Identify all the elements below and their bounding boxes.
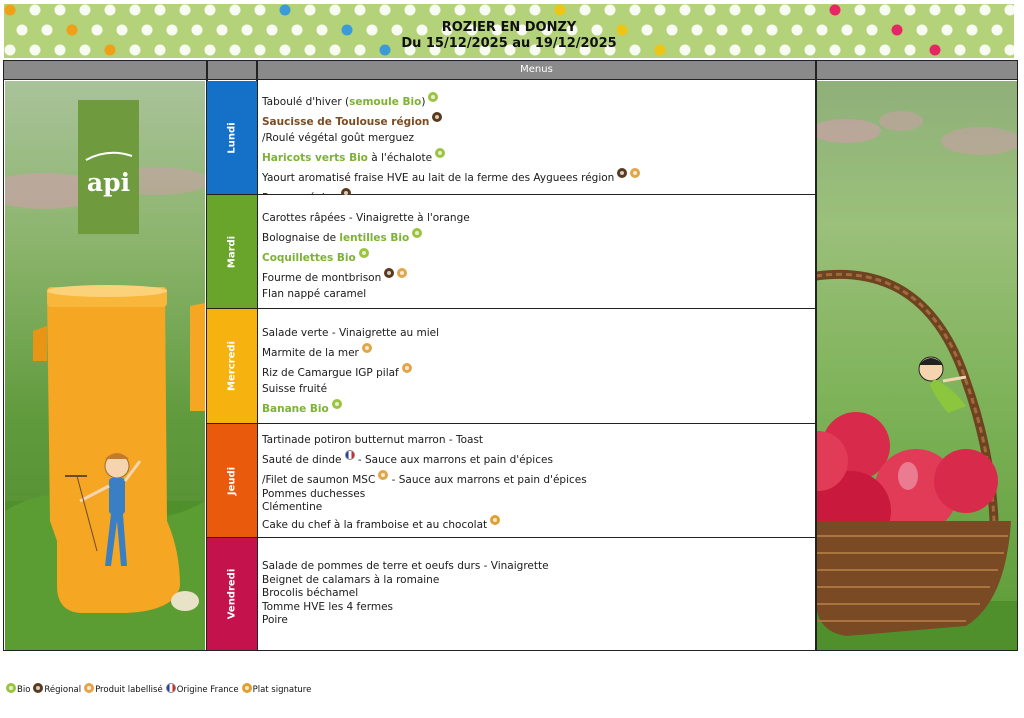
- menu-item: [262, 614, 549, 627]
- polka-dot: [530, 5, 541, 16]
- dish-text: Clémentine: [262, 501, 323, 513]
- polka-dot: [880, 5, 891, 16]
- polka-dot: [55, 5, 66, 16]
- dish-text: Poire: [262, 614, 288, 626]
- polka-dot: [205, 5, 216, 16]
- regional-dish-text: Saucisse de Toulouse région: [262, 116, 430, 128]
- label-icon: [402, 363, 412, 373]
- polka-dot: [230, 5, 241, 16]
- legend: [6, 683, 314, 695]
- polka-dot: [755, 5, 766, 16]
- menu-item: [262, 450, 587, 467]
- polka-dot: [630, 5, 641, 16]
- signature-icon: [242, 683, 252, 693]
- dish-sauce-text: - Sauce aux marrons et pain d'épices: [388, 474, 587, 486]
- legend-label: Régional: [44, 685, 82, 695]
- dish-text: Yaourt aromatisé fraise HVE au lait de la ferme des Ayguees région: [262, 172, 615, 184]
- menu-item: [262, 470, 587, 487]
- bio-dish-text: Banane Bio: [262, 403, 329, 415]
- dish-text: Beignet de calamars à la romaine: [262, 573, 440, 586]
- dish-text: Bolognaise de: [262, 232, 340, 244]
- legend-item: [33, 683, 81, 695]
- menu-item: [262, 228, 470, 245]
- menu-items: [262, 212, 470, 304]
- column-divider: [815, 60, 817, 651]
- legend-label: Plat signature: [252, 685, 312, 695]
- bio-icon: [6, 683, 16, 693]
- polka-dot: [455, 5, 466, 16]
- page-title: ROZIER EN DONZY: [441, 20, 577, 35]
- menu-item: [262, 434, 587, 447]
- legend-item: [242, 683, 312, 695]
- menu-item: [262, 501, 587, 514]
- dish-text: /Filet de saumon MSC: [262, 474, 376, 486]
- menu-items: [262, 327, 439, 419]
- menu-item: [262, 343, 439, 360]
- menu-cell-jeudi: [258, 424, 815, 538]
- polka-dot: [555, 5, 566, 16]
- label-icon: [630, 168, 640, 178]
- regional-icon: [432, 112, 442, 122]
- polka-dot: [905, 5, 916, 16]
- menu-cell-mercredi: [258, 309, 815, 424]
- legend-item: [84, 683, 163, 695]
- bio-dish-text: Coquillettes Bio: [262, 252, 356, 264]
- menu-item: [262, 212, 470, 225]
- day-cell-mardi: [207, 195, 257, 309]
- header-banner: [4, 4, 1014, 58]
- polka-dot: [580, 5, 591, 16]
- menu-items: [262, 560, 549, 628]
- menu-item: [262, 132, 640, 145]
- dish-text: Marmite de la mer: [262, 347, 359, 359]
- label-icon: [378, 470, 388, 480]
- legend-label: Produit labellisé: [95, 685, 163, 695]
- dish-text: Taboulé d'hiver (: [262, 96, 350, 108]
- menu-cell-vendredi: [258, 538, 815, 651]
- polka-dot: [255, 5, 266, 16]
- logo-text: api: [86, 168, 131, 197]
- polka-dot: [830, 5, 841, 16]
- dish-text: Flan nappé caramel: [262, 288, 367, 300]
- dish-text: Carottes râpées - Vinaigrette à l'orange: [262, 212, 470, 224]
- polka-dot: [980, 5, 991, 16]
- menu-cell-mardi: [258, 195, 815, 309]
- apple-basket-illustration: [816, 81, 1017, 650]
- polka-dot: [505, 5, 516, 16]
- dish-text: Suisse fruité: [262, 383, 328, 395]
- day-cell-jeudi: [207, 424, 257, 538]
- polka-dot: [280, 5, 291, 16]
- menu-item: [262, 92, 640, 109]
- menu-item: [262, 168, 640, 185]
- bio-dish-text: lentilles Bio: [339, 232, 410, 244]
- logo-swoosh: [78, 100, 139, 234]
- day-cell-vendredi: [207, 538, 257, 651]
- polka-dot: [605, 5, 616, 16]
- polka-dot: [305, 5, 316, 16]
- polka-dot: [30, 5, 41, 16]
- bio-icon: [428, 92, 438, 102]
- france-flag-icon: [166, 683, 176, 693]
- dish-text: Riz de Camargue IGP pilaf: [262, 367, 399, 379]
- day-label: Lundi: [226, 121, 238, 154]
- polka-dot: [130, 5, 141, 16]
- api-logo: [78, 100, 139, 234]
- menu-item: [262, 601, 549, 614]
- basket-scene: [816, 81, 1017, 650]
- menus-column-header: Menus: [520, 64, 553, 75]
- polka-dot: [955, 5, 966, 16]
- menu-item: [262, 515, 587, 532]
- menu-item: [262, 363, 439, 380]
- date-range: Du 15/12/2025 au 19/12/2025: [401, 36, 617, 51]
- polka-dot: [730, 5, 741, 16]
- menu-item: [262, 288, 470, 301]
- day-label: Vendredi: [226, 568, 238, 620]
- day-cell-mercredi: [207, 309, 257, 424]
- menu-item: [262, 488, 587, 501]
- dish-text: Salade de pommes de terre et oeufs durs - Vinaigrette: [262, 560, 549, 572]
- menu-item: [262, 112, 640, 129]
- day-label: Mercredi: [226, 341, 238, 391]
- menu-item: [262, 248, 470, 265]
- regional-icon: [384, 268, 394, 278]
- polka-dot: [930, 5, 941, 16]
- polka-dot: [805, 5, 816, 16]
- day-label: Mardi: [226, 235, 238, 268]
- dish-text: Tartinade potiron butternut marron - Toast: [262, 434, 484, 446]
- bio-icon: [359, 248, 369, 258]
- dish-text: Tomme HVE les 4 fermes: [262, 600, 394, 613]
- menu-item: [262, 560, 549, 573]
- legend-label: Bio: [17, 685, 31, 695]
- legend-item: [166, 683, 239, 695]
- menu-item: [262, 383, 439, 396]
- polka-dot: [780, 5, 791, 16]
- polka-dot: [5, 5, 16, 16]
- regional-icon: [33, 683, 43, 693]
- dish-text: Brocolis béchamel: [262, 587, 359, 599]
- label-icon: [397, 268, 407, 278]
- dish-text: Salade verte - Vinaigrette au miel: [262, 327, 440, 339]
- dish-text: Fourme de montbrison: [262, 272, 382, 284]
- day-label: Jeudi: [226, 466, 238, 495]
- menu-item: [262, 574, 549, 587]
- menu-item: [262, 399, 439, 416]
- label-icon: [362, 343, 372, 353]
- menu-items: [262, 434, 587, 535]
- polka-dot: [105, 5, 116, 16]
- polka-dot: [705, 5, 716, 16]
- polka-dot: [180, 5, 191, 16]
- polka-dot: [655, 5, 666, 16]
- boots-illustration: [5, 81, 205, 650]
- dish-text: Pommes duchesses: [262, 487, 366, 500]
- polka-dot: [855, 5, 866, 16]
- bio-icon: [435, 148, 445, 158]
- legend-item: [6, 683, 30, 695]
- menu-item: [262, 148, 640, 165]
- menu-item: [262, 327, 439, 340]
- bio-icon: [332, 399, 342, 409]
- polka-dot: [380, 5, 391, 16]
- bio-dish-text: Haricots verts Bio: [262, 152, 368, 164]
- label-icon: [84, 683, 94, 693]
- bio-dish-text: semoule Bio: [349, 96, 422, 108]
- menu-items: [262, 92, 640, 208]
- polka-dot: [680, 5, 691, 16]
- signature-icon: [490, 515, 500, 525]
- polka-dot: [1005, 5, 1015, 16]
- regional-icon: [617, 168, 627, 178]
- dish-text: Sauté de dinde: [262, 454, 342, 466]
- dish-text: /Roulé végétal goût merguez: [262, 132, 415, 144]
- menu-cell-lundi: [258, 81, 815, 195]
- legend-label: Origine France: [176, 685, 239, 695]
- france-flag-icon: [345, 450, 355, 460]
- polka-dot: [405, 5, 416, 16]
- bio-icon: [412, 228, 422, 238]
- polka-dot: [155, 5, 166, 16]
- dish-text: à l'échalote: [367, 152, 433, 164]
- menu-item: [262, 587, 549, 600]
- dish-sauce-text: - Sauce aux marrons et pain d'épices: [354, 454, 553, 466]
- dish-text: ): [421, 96, 426, 108]
- day-cell-lundi: [207, 81, 257, 195]
- dish-text: Cake du chef à la framboise et au chocolat: [262, 518, 488, 531]
- polka-dot: [430, 5, 441, 16]
- polka-dot: [355, 5, 366, 16]
- menu-item: [262, 268, 470, 285]
- polka-dot: [330, 5, 341, 16]
- polka-dot: [80, 5, 91, 16]
- polka-dot: [480, 5, 491, 16]
